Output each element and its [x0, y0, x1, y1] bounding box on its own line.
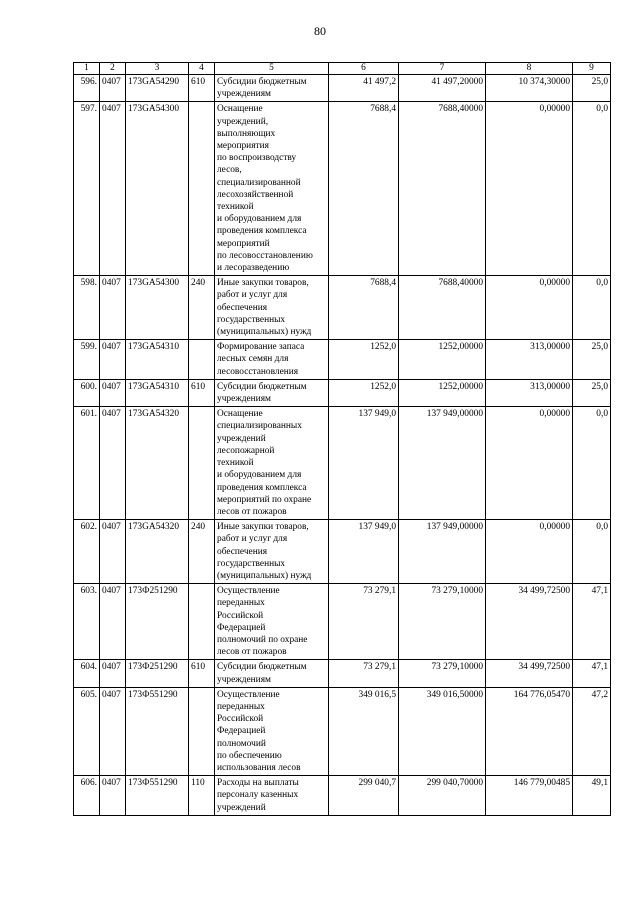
item-name-line: мероприятий по охране	[217, 494, 312, 505]
target-article-code: 173GA54300	[126, 102, 189, 276]
item-name-line: Осуществление	[217, 586, 280, 597]
item-name-line: проведения комплекса	[217, 482, 307, 493]
value-col-8: 146 779,00485	[486, 776, 573, 816]
item-name	[215, 75, 329, 102]
section-code: 0407	[100, 102, 126, 276]
item-name-line: Федерацией	[217, 622, 266, 633]
value-col-7: 137 949,00000	[399, 407, 486, 520]
row-number: 606.	[74, 776, 100, 816]
header-cell: 2	[100, 63, 126, 75]
row-number: 596.	[74, 75, 100, 102]
row-number: 598.	[74, 276, 100, 340]
value-col-8: 34 499,72500	[486, 660, 573, 687]
value-col-9: 25,0	[573, 340, 611, 380]
value-col-9: 25,0	[573, 379, 611, 406]
item-name-line: Формирование запаса	[217, 342, 305, 353]
value-col-8: 34 499,72500	[486, 584, 573, 660]
value-col-7: 7688,40000	[399, 102, 486, 276]
value-col-9: 49,1	[573, 776, 611, 816]
value-col-6: 73 279,1	[329, 660, 399, 687]
value-col-7: 137 949,00000	[399, 520, 486, 584]
row-number: 597.	[74, 102, 100, 276]
item-name	[215, 776, 329, 816]
item-name	[215, 276, 329, 340]
value-col-8: 313,00000	[486, 340, 573, 380]
item-name-line: использования лесов	[217, 762, 301, 773]
value-col-8: 0,00000	[486, 276, 573, 340]
value-col-6: 1252,0	[329, 379, 399, 406]
value-col-7: 299 040,70000	[399, 776, 486, 816]
section-code: 0407	[100, 660, 126, 687]
item-name-line: техникой	[217, 458, 254, 469]
row-number: 599.	[74, 340, 100, 380]
expense-type-code	[189, 584, 215, 660]
value-col-7: 1252,00000	[399, 340, 486, 380]
table-row	[74, 584, 611, 660]
target-article-code: 173GA54320	[126, 520, 189, 584]
expense-type-code: 610	[189, 379, 215, 406]
item-name-line: (муниципальных) нужд	[217, 570, 312, 581]
header-cell: 8	[486, 63, 573, 75]
item-name-line: лесов от пожаров	[217, 647, 287, 658]
table-body	[74, 75, 611, 816]
value-col-6: 7688,4	[329, 102, 399, 276]
item-name-line: работ и услуг для	[217, 290, 288, 301]
item-name-line: Осуществление	[217, 689, 280, 700]
item-name-line: мероприятий	[217, 238, 270, 249]
item-name	[215, 520, 329, 584]
item-name-line: и оборудованием для	[217, 470, 302, 481]
target-article-code: 173Ф551290	[126, 776, 189, 816]
table-row	[74, 379, 611, 406]
row-number: 605.	[74, 687, 100, 775]
header-cell: 7	[399, 63, 486, 75]
item-name-line: и оборудованием для	[217, 214, 302, 225]
item-name	[215, 660, 329, 687]
item-name-line: учреждений	[217, 433, 266, 444]
value-col-6: 1252,0	[329, 340, 399, 380]
expense-type-code	[189, 407, 215, 520]
budget-table	[73, 62, 611, 816]
item-name-line: государственных	[217, 314, 286, 325]
item-name-line: и лесоразведению	[217, 263, 290, 274]
item-name	[215, 379, 329, 406]
item-name-line: специализированной	[217, 177, 301, 188]
item-name-line: специализированных	[217, 421, 302, 432]
item-name-line: учреждениям	[217, 89, 271, 100]
value-col-7: 7688,40000	[399, 276, 486, 340]
item-name-line: Субсидии бюджетным	[217, 381, 307, 392]
item-name-line: Субсидии бюджетным	[217, 77, 307, 87]
value-col-9: 0,0	[573, 520, 611, 584]
section-code: 0407	[100, 276, 126, 340]
item-name-line: проведения комплекса	[217, 226, 307, 237]
expense-type-code	[189, 687, 215, 775]
value-col-6: 7688,4	[329, 276, 399, 340]
item-name-line: лесных семян для	[217, 354, 289, 365]
target-article-code: 173GA54310	[126, 340, 189, 380]
target-article-code: 173GA54320	[126, 407, 189, 520]
item-name-line: Субсидии бюджетным	[217, 662, 307, 673]
value-col-9: 47,2	[573, 687, 611, 775]
header-cell: 1	[74, 63, 100, 75]
item-name	[215, 584, 329, 660]
item-name-line: учреждениям	[217, 674, 271, 685]
section-code: 0407	[100, 687, 126, 775]
row-number: 603.	[74, 584, 100, 660]
value-col-9: 47,1	[573, 660, 611, 687]
item-name	[215, 340, 329, 380]
target-article-code: 173Ф551290	[126, 687, 189, 775]
value-col-9: 47,1	[573, 584, 611, 660]
item-name	[215, 407, 329, 520]
expense-type-code: 110	[189, 776, 215, 816]
section-code: 0407	[100, 340, 126, 380]
row-number: 604.	[74, 660, 100, 687]
expense-type-code: 610	[189, 75, 215, 102]
item-name-line: Оснащение	[217, 409, 263, 420]
item-name-line: учреждениям	[217, 394, 271, 405]
table-row	[74, 687, 611, 775]
value-col-7: 1252,00000	[399, 379, 486, 406]
item-name-line: учреждений,	[217, 116, 269, 127]
section-code: 0407	[100, 520, 126, 584]
item-name-line: выполняющих	[217, 128, 276, 139]
item-name	[215, 102, 329, 276]
target-article-code: 173Ф251290	[126, 660, 189, 687]
value-col-8: 164 776,05470	[486, 687, 573, 775]
value-col-6: 137 949,0	[329, 407, 399, 520]
item-name-line: персоналу казенных	[217, 790, 299, 801]
section-code: 0407	[100, 407, 126, 520]
item-name	[215, 687, 329, 775]
item-name-line: по воспроизводству	[217, 153, 297, 164]
table-row	[74, 102, 611, 276]
target-article-code: 173Ф251290	[126, 584, 189, 660]
value-col-8: 313,00000	[486, 379, 573, 406]
section-code: 0407	[100, 776, 126, 816]
table-row	[74, 340, 611, 380]
item-name-line: Иные закупки товаров,	[217, 278, 309, 289]
item-name-line: (муниципальных) нужд	[217, 327, 312, 338]
expense-type-code	[189, 340, 215, 380]
item-name-line: мероприятия	[217, 141, 269, 152]
table-row	[74, 520, 611, 584]
item-name-line: Российской	[217, 610, 264, 621]
item-name-line: техникой	[217, 202, 254, 213]
value-col-6: 299 040,7	[329, 776, 399, 816]
value-col-9: 0,0	[573, 407, 611, 520]
value-col-7: 73 279,10000	[399, 660, 486, 687]
row-number: 602.	[74, 520, 100, 584]
table-row	[74, 75, 611, 102]
header-cell: 9	[573, 63, 611, 75]
table-row	[74, 407, 611, 520]
item-name-line: Иные закупки товаров,	[217, 522, 309, 533]
target-article-code: 173GA54300	[126, 276, 189, 340]
table-row	[74, 660, 611, 687]
item-name-line: Расходы на выплаты	[217, 778, 299, 789]
item-name-line: работ и услуг для	[217, 534, 288, 545]
value-col-6: 41 497,2	[329, 75, 399, 102]
header-cell: 3	[126, 63, 189, 75]
item-name-line: Федерацией	[217, 726, 266, 737]
target-article-code: 173GA54310	[126, 379, 189, 406]
item-name-line: лесов,	[217, 165, 242, 176]
row-number: 600.	[74, 379, 100, 406]
item-name-line: лесовосстановления	[217, 366, 299, 377]
page-number: 80	[314, 24, 326, 38]
header-cell: 6	[329, 63, 399, 75]
section-code: 0407	[100, 379, 126, 406]
item-name-line: Российской	[217, 714, 264, 725]
expense-type-code: 240	[189, 276, 215, 340]
table-row	[74, 276, 611, 340]
value-col-8: 0,00000	[486, 102, 573, 276]
item-name-line: обеспечения	[217, 546, 268, 557]
target-article-code: 173GA54290	[126, 75, 189, 102]
value-col-6: 349 016,5	[329, 687, 399, 775]
value-col-7: 73 279,10000	[399, 584, 486, 660]
item-name-line: лесопожарной	[217, 445, 275, 456]
item-name-line: обеспечения	[217, 302, 268, 313]
section-code: 0407	[100, 75, 126, 102]
header-cell: 5	[215, 63, 329, 75]
value-col-9: 25,0	[573, 75, 611, 102]
item-name-line: учреждений	[217, 802, 266, 813]
value-col-7: 41 497,20000	[399, 75, 486, 102]
value-col-6: 73 279,1	[329, 584, 399, 660]
expense-type-code	[189, 102, 215, 276]
item-name-line: переданных	[217, 701, 265, 712]
value-col-6: 137 949,0	[329, 520, 399, 584]
item-name-line: государственных	[217, 558, 286, 569]
item-name-line: полномочий	[217, 738, 266, 749]
item-name-line: полномочий по охране	[217, 634, 308, 645]
value-col-8: 0,00000	[486, 520, 573, 584]
section-code: 0407	[100, 584, 126, 660]
item-name-line: по обеспечению	[217, 750, 282, 761]
value-col-9: 0,0	[573, 276, 611, 340]
header-cell: 4	[189, 63, 215, 75]
expense-type-code: 240	[189, 520, 215, 584]
value-col-7: 349 016,50000	[399, 687, 486, 775]
expense-type-code: 610	[189, 660, 215, 687]
table-row	[74, 776, 611, 816]
item-name-line: по лесовосстановлению	[217, 250, 313, 261]
row-number: 601.	[74, 407, 100, 520]
value-col-8: 0,00000	[486, 407, 573, 520]
table-header-row	[74, 63, 611, 75]
item-name-line: переданных	[217, 598, 265, 609]
item-name-line: лесов от пожаров	[217, 506, 287, 517]
item-name-line: лесохозяйственной	[217, 189, 294, 200]
value-col-8: 10 374,30000	[486, 75, 573, 102]
value-col-9: 0,0	[573, 102, 611, 276]
item-name-line: Оснащение	[217, 104, 263, 115]
